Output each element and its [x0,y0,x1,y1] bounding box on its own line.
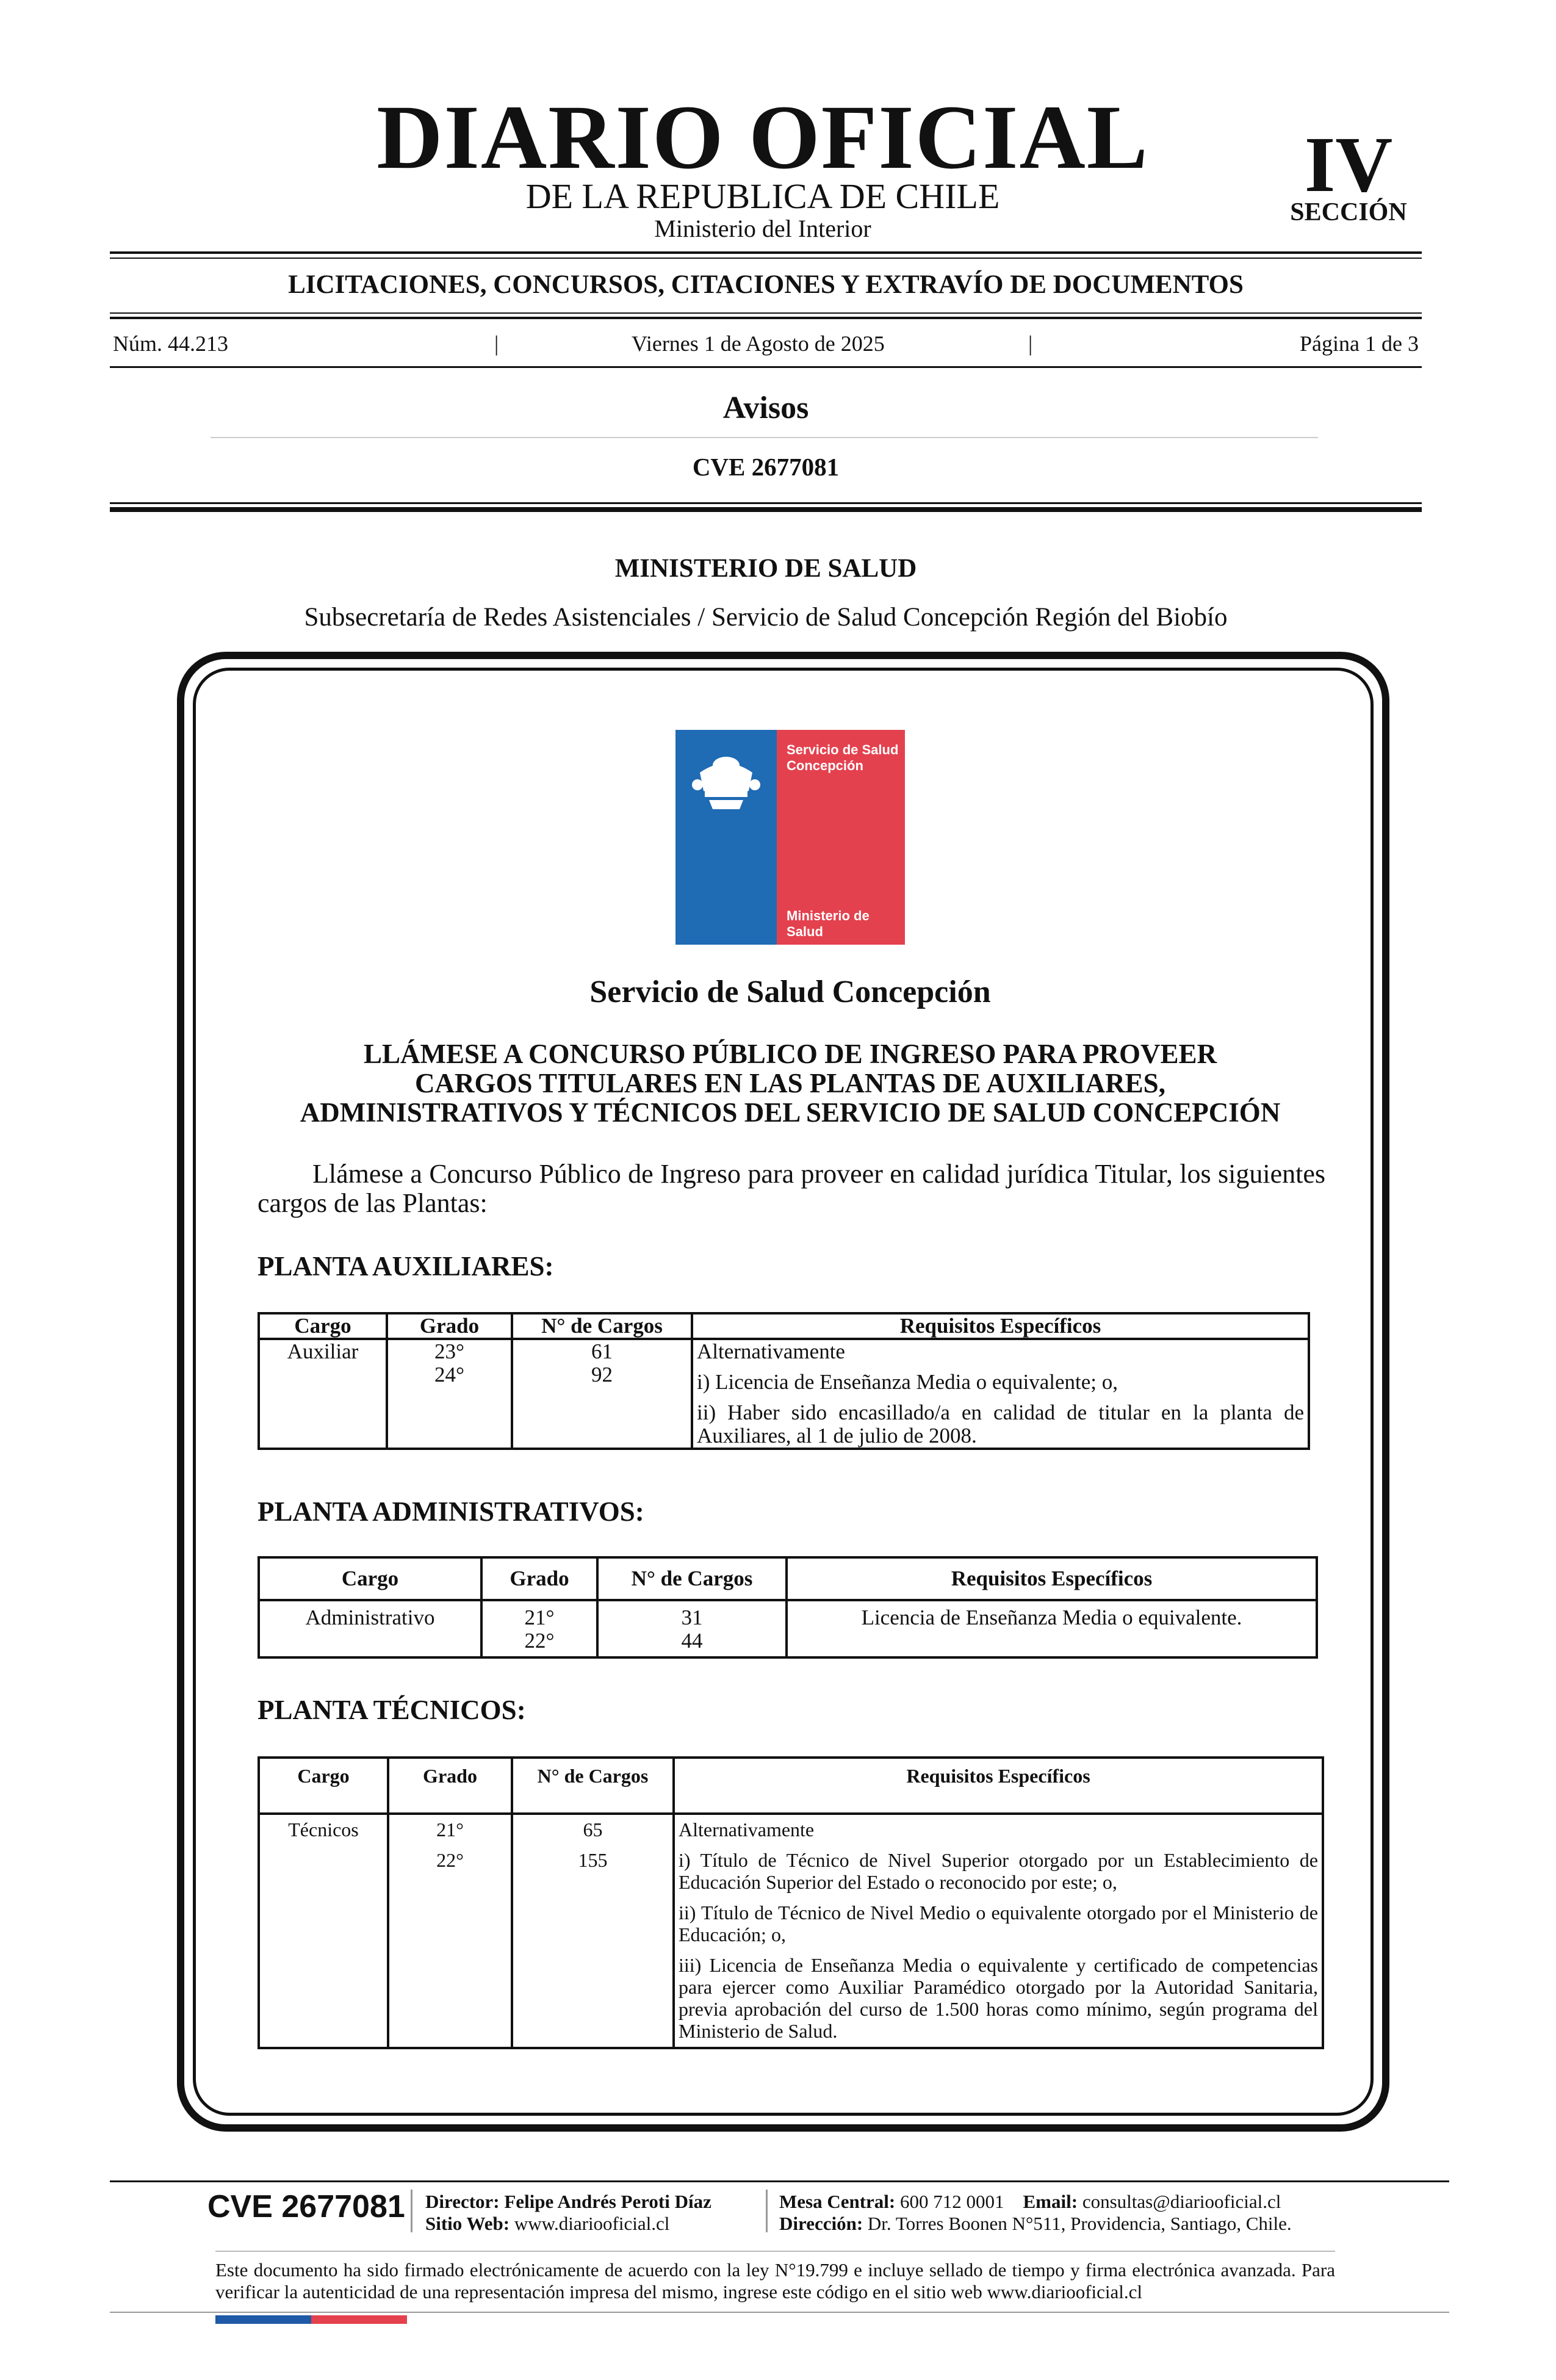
header-n-cargos: N° de Cargos [597,1557,787,1600]
footer-mesa [779,2191,1281,2212]
call-title-line: ADMINISTRATIVOS Y TÉCNICOS DEL SERVICIO DE SALUD CONCEPCIÓN [300,1097,1281,1128]
footer-separator [411,2190,412,2232]
grado-cell [388,1814,512,2048]
cantidad-value: 92 [591,1363,613,1387]
table-row [259,1339,1309,1449]
service-name: Servicio de Salud Concepción [589,975,991,1009]
logo-blue-panel [675,730,777,945]
header-rule-top-thin [110,258,1422,259]
requisito-item: Licencia de Enseñanza Media o equivalente. [861,1606,1242,1629]
header-rule-mid-thin [110,312,1422,314]
cantidad-cell [512,1339,692,1449]
footer-rule-bottom [110,2312,1449,2313]
table-row [259,1814,1323,2048]
intro-paragraph [258,1159,1325,1218]
category-rule [211,437,1318,438]
footer-disclaimer: Este documento ha sido firmado electrónicamente de acuerdo con la ley N°19.799 e incluye sellado de tiempo y firma electrónica avanzada. Para verificar la autenticidad de una representación impresa del mismo, ingrese este código en el sitio web www.diariooficial.cl [215,2259,1335,2302]
masthead-ministry: Ministerio del Interior [654,215,871,242]
planta-administrativos-heading: PLANTA ADMINISTRATIVOS: [258,1496,644,1527]
table-header-row [259,1758,1323,1814]
header-grado: Grado [387,1313,512,1339]
requisitos-cell [692,1339,1309,1449]
grado-value: 24° [434,1363,464,1387]
subsecretaria: Subsecretaría de Redes Asistenciales / Servicio de Salud Concepción Región del Biobío [304,603,1228,632]
issue-page: Página 1 de 3 [1300,331,1419,356]
footer-site [425,2213,669,2234]
section-number: IV [1304,121,1393,209]
header-requisitos: Requisitos Específicos [787,1557,1317,1600]
masthead-subtitle: DE LA REPUBLICA DE CHILE [525,176,1000,216]
service-logo [675,730,905,945]
issue-separator: | [494,331,499,356]
grado-cell [481,1600,597,1657]
cantidad-value: 61 [591,1340,613,1363]
requisitos-cell [674,1814,1323,2048]
cve-rule-thin [110,502,1422,504]
logo-top-text: Servicio de Salud Concepción [787,742,899,773]
email-label: Email: [1023,2191,1078,2212]
site-link[interactable]: www.diariooficial.cl [514,2213,670,2234]
cve-code: CVE 2677081 [692,453,840,481]
grado-value: 21° [524,1606,555,1629]
footer-separator [766,2190,768,2232]
cantidad-cell [512,1814,674,2048]
header-n-cargos: N° de Cargos [512,1313,692,1339]
table-header-row [259,1557,1317,1600]
grado-value: 21° [436,1819,464,1841]
direccion-value: Dr. Torres Boonen N°511, Providencia, Santiago, Chile. [867,2213,1292,2234]
requisito-item: Alternativamente [679,1819,815,1841]
ministry-title: MINISTERIO DE SALUD [614,554,917,583]
email-link[interactable]: consultas@diariooficial.cl [1082,2191,1281,2212]
call-title-line: LLÁMESE A CONCURSO PÚBLICO DE INGRESO PARA PROVEER [363,1039,1217,1069]
cantidad-value: 155 [578,1849,608,1871]
requisito-item: ii) Título de Técnico de Nivel Medio o equivalente otorgado por el Ministerio de Educación; o, [679,1902,1318,1945]
director-name: Felipe Andrés Peroti Díaz [504,2191,711,2212]
cargo-value: Técnicos [288,1819,359,1841]
intro-text: Llámese a Concurso Público de Ingreso para proveer en calidad jurídica Titular, los siguientes cargos de las Plantas: [258,1159,1325,1218]
category-title: Avisos [722,391,809,425]
header-requisitos: Requisitos Específicos [674,1758,1323,1814]
header-cargo: Cargo [259,1557,481,1600]
header-cargo: Cargo [259,1313,387,1339]
grado-cell [387,1339,512,1449]
direccion-label: Dirección: [779,2213,863,2234]
cargo-value: Administrativo [305,1606,435,1629]
issue-date: Viernes 1 de Agosto de 2025 [632,331,885,356]
footer-flag-red [311,2315,407,2324]
planta-auxiliares-heading: PLANTA AUXILIARES: [258,1251,554,1282]
mesa-label: Mesa Central: [779,2191,896,2212]
header-grado: Grado [481,1557,597,1600]
header-rule-mid [110,317,1422,319]
footer-direccion [779,2213,1292,2234]
grado-value: 22° [524,1629,555,1653]
section-title: LICITACIONES, CONCURSOS, CITACIONES Y EXTRAVÍO DE DOCUMENTOS [288,270,1244,299]
table-row [259,1600,1317,1657]
cantidad-cell [597,1600,787,1657]
footer-rule [110,2180,1449,2182]
header-n-cargos: N° de Cargos [512,1758,674,1814]
header-grado: Grado [388,1758,512,1814]
requisito-item: ii) Haber sido encasillado/a en calidad de titular en la planta de Auxiliares, al 1 de julio de 2008. [697,1401,1304,1448]
planta-tecnicos-heading: PLANTA TÉCNICOS: [258,1695,526,1725]
requisitos-cell [787,1600,1317,1657]
masthead-title: DIARIO OFICIAL [376,87,1149,188]
cargo-cell [259,1814,388,2048]
section-label: SECCIÓN [1290,198,1407,226]
issue-separator: | [1028,331,1033,356]
header-cargo: Cargo [259,1758,388,1814]
administrativos-table [258,1556,1318,1659]
header-requisitos: Requisitos Específicos [692,1313,1309,1339]
call-title [256,1039,1324,1127]
footer-flag-blue [215,2315,311,2324]
requisito-item: i) Licencia de Enseñanza Media o equivalente; o, [697,1370,1118,1394]
cve-rule-thick [110,507,1422,512]
mesa-value: 600 712 0001 [900,2191,1004,2212]
issue-rule [110,366,1422,368]
tecnicos-table [258,1756,1324,2049]
footer-cve: CVE 2677081 [207,2189,405,2224]
grado-value: 22° [436,1849,464,1871]
logo-bottom-text: Ministerio de Salud [787,908,870,939]
site-label: Sitio Web: [425,2213,510,2234]
cargo-cell [259,1600,481,1657]
requisito-item: Alternativamente [697,1340,845,1363]
cargo-cell [259,1339,387,1449]
requisito-item: iii) Licencia de Enseñanza Media o equivalente y certificado de competencias para ejercer como Auxiliar Paramédico otorgado por la Autoridad Sanitaria, previa aprobación del curso de 1.500 horas como mínimo, según programa del Ministerio de Salud. [679,1954,1318,2042]
grado-value: 23° [434,1340,464,1363]
director-label: Director: [425,2191,500,2212]
coat-of-arms-icon [675,730,777,945]
footer-director [425,2191,711,2212]
call-title-line: CARGOS TITULARES EN LAS PLANTAS DE AUXILIARES, [415,1068,1165,1098]
table-header-row [259,1313,1309,1339]
issue-number: Núm. 44.213 [113,331,228,356]
cantidad-value: 31 [681,1606,703,1629]
requisito-item: i) Título de Técnico de Nivel Superior otorgado por un Establecimiento de Educación Superior del Estado o reconocido por este; o, [679,1849,1318,1893]
cantidad-value: 44 [681,1629,703,1653]
cargo-value: Auxiliar [287,1340,359,1363]
footer-rule-thin [215,2251,1335,2252]
cantidad-value: 65 [583,1819,603,1841]
auxiliares-table [258,1312,1310,1450]
header-rule-top [110,251,1422,254]
